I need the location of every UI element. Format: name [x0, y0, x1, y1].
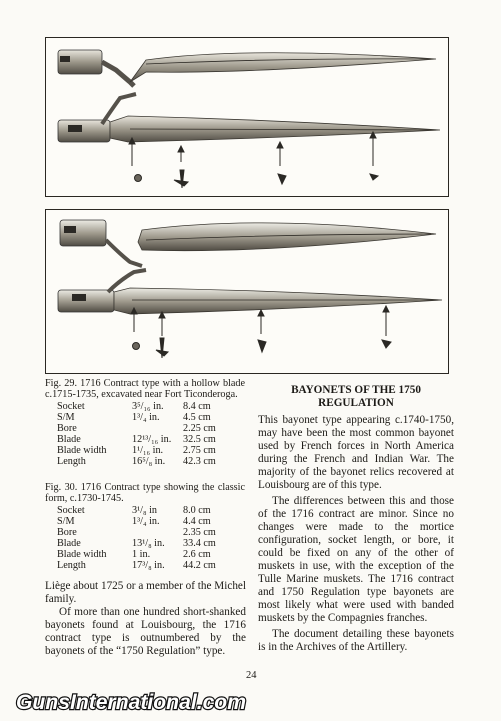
left-paragraph-2: Of more than one hundred short-shanked bayonets found at Louisbourg, the 1716 contract type is outnumbered by the bayonets of the “1750 Regulation” type.	[45, 606, 246, 658]
bayonet-illustration-30	[46, 210, 448, 373]
figure-30-spec-table	[57, 505, 216, 572]
bayonet-bottom	[58, 94, 440, 142]
spec-row: Bore 2.35 cm	[57, 527, 216, 538]
figure-30-photo	[45, 209, 449, 374]
watermark-logo-graphic	[14, 686, 250, 716]
bayonet-top	[60, 220, 436, 266]
spec-row: Blade 12¹³/₁₆ in. 32.5 cm	[57, 434, 216, 446]
spec-row: Blade 13¹/₈ in. 33.4 cm	[57, 538, 216, 550]
svg-text:GunsInternational.com: GunsInternational.com	[16, 691, 246, 714]
figure-29-spec-table	[57, 401, 216, 468]
section-heading-line-1: BAYONETS OF THE 1750	[291, 384, 421, 396]
left-column-text	[45, 580, 246, 659]
left-paragraph-1: Liège about 1725 or a member of the Michel family.	[45, 580, 246, 606]
spec-row: Length 16⁵/₈ in. 42.3 cm	[57, 456, 216, 468]
bayonet-top	[58, 50, 436, 86]
spec-row: Blade width 1¹/₁₆ in. 2.75 cm	[57, 445, 216, 457]
section-heading	[258, 384, 454, 410]
right-paragraph-3: The document detailing these bayonets is in the Archives of the Artillery.	[258, 627, 454, 653]
spec-row: Length 17³/₈ in. 44.2 cm	[57, 560, 216, 572]
page-number: 24	[246, 670, 257, 681]
figure-30-caption-text: Fig. 30. 1716 Contract type showing the classic form, c.1730-1745.	[45, 482, 245, 505]
bayonet-bottom	[58, 270, 442, 314]
spec-row: Bore 2.25 cm	[57, 423, 216, 434]
spec-row: Socket 3¹/₈ in 8.0 cm	[57, 504, 211, 516]
figure-30-caption	[45, 482, 245, 571]
spec-row: S/M 1³/₄ in. 4.4 cm	[57, 515, 211, 527]
figure-29-caption	[45, 378, 245, 467]
bayonet-illustration-29	[46, 38, 448, 196]
right-paragraph-1: This bayonet type appearing c.1740-1750, may have been the most common bayonet used by French forces in North America during the French and Indian War. The majority of the bayonet relics recovered at Louisbourg are of this type.	[258, 414, 454, 492]
right-paragraph-2: The differences between this and those of the 1716 contract are minor. Since no changes were made to the mortice configuration, socket length, or bore, it could be fixed on any of the other of muskets in use, with the exception of the Tulle Marine muskets. The 1716 contract and 1750 Regulation type bayonets are most likely what were used with banded muskets by the Compagnies franches.	[258, 494, 454, 625]
spec-row: Socket 3⁵/₁₆ in. 8.4 cm	[57, 400, 211, 412]
section-heading-line-2: REGULATION	[318, 397, 394, 409]
figure-29-caption-text: Fig. 29. 1716 Contract type with a hollow blade c.1715-1735, excavated near Fort Ticonderoga.	[45, 378, 245, 401]
gunsinternational-watermark-logo	[14, 686, 250, 716]
section-markers	[131, 306, 391, 358]
spec-row: S/M 1³/₄ in. 4.5 cm	[57, 411, 211, 423]
figure-29-photo	[45, 37, 449, 197]
spec-row: Blade width 1 in. 2.6 cm	[57, 549, 211, 561]
right-column-text	[258, 384, 454, 654]
